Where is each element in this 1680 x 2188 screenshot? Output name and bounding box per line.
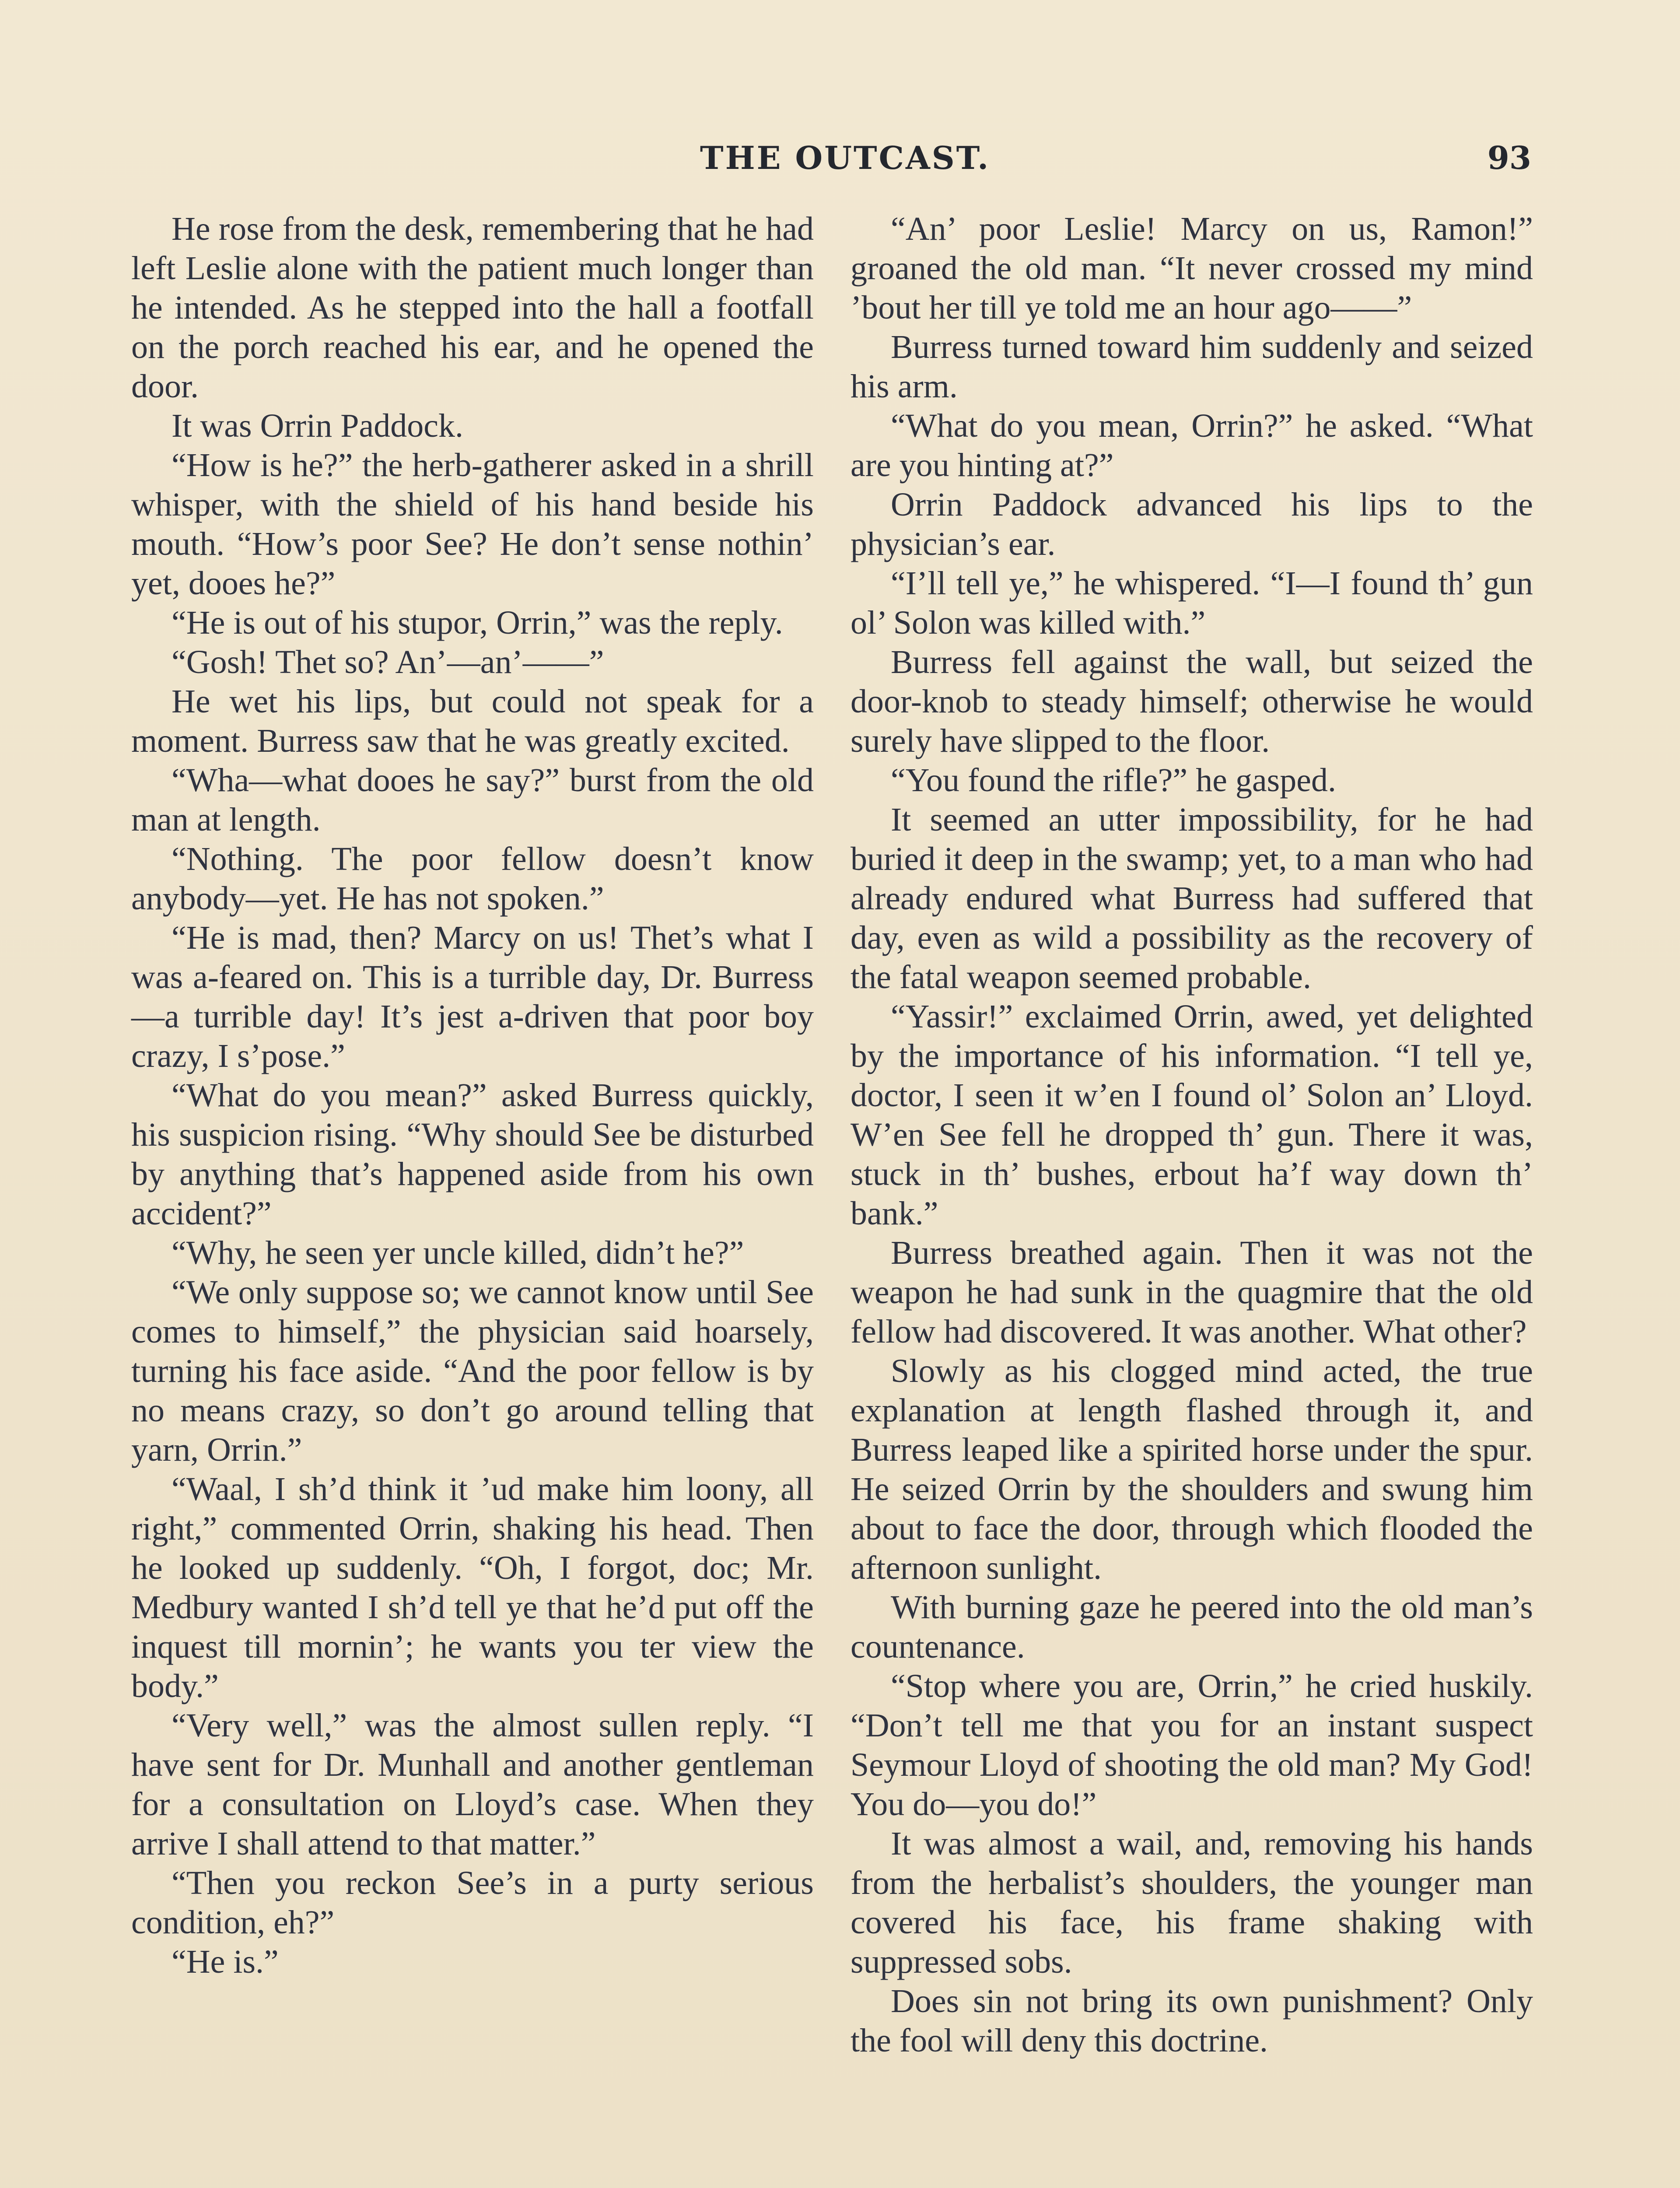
paragraph: It seemed an utter impossibility, for he had buried it deep in the swamp; yet, to a man who had already endured what Burress had suffered that day, even as wild a possibility as the recovery of the fatal weapon seemed probable. xyxy=(850,801,1533,996)
paragraph: “Nothing. The poor fellow doesn’t know anybody—yet. He has not spoken.” xyxy=(131,841,814,917)
paragraph: Slowly as his clogged mind acted, the true explanation at length flashed through it, and Burress leaped like a spirited horse under the spur. He seized Orrin by the shoulders and swung him about to face the door, through which flooded the afternoon sunlight. xyxy=(850,1353,1533,1586)
left-text-column xyxy=(131,209,814,1981)
paragraph: “Waal, I sh’d think it ’ud make him loony, all right,” commented Orrin, shaking his head. Then he looked up suddenly. “Oh, I forgot, doc; Mr. Medbury wanted I sh’d tell ye that he’d put off the inquest till mornin’; he wants you ter view the body.” xyxy=(131,1471,814,1704)
paragraph: “You found the rifle?” he gasped. xyxy=(891,762,1336,799)
paragraph: Burress fell against the wall, but seized the door-knob to steady himself; otherwise he would surely have slipped to the floor. xyxy=(850,644,1533,759)
paragraph: With burning gaze he peered into the old man’s countenance. xyxy=(850,1589,1533,1665)
paragraph: “How is he?” the herb-gatherer asked in a shrill whisper, with the shield of his hand beside his mouth. “How’s poor See? He don’t sense nothin’ yet, dooes he?” xyxy=(131,447,814,602)
paragraph: “I’ll tell ye,” he whispered. “I—I found th’ gun ol’ Solon was killed with.” xyxy=(850,565,1533,641)
running-title: THE OUTCAST. xyxy=(700,139,990,176)
paragraph: Burress turned toward him suddenly and seized his arm. xyxy=(850,329,1533,405)
paragraph: He wet his lips, but could not speak for a moment. Burress saw that he was greatly excited. xyxy=(131,683,814,759)
paragraph: “He is out of his stupor, Orrin,” was the reply. xyxy=(172,604,783,641)
paragraph: “An’ poor Leslie! Marcy on us, Ramon!” groaned the old man. “It never crossed my mind ’bout her till ye told me an hour ago——” xyxy=(850,210,1533,326)
paragraph: “He is.” xyxy=(172,1943,279,1980)
paragraph: Orrin Paddock advanced his lips to the physician’s ear. xyxy=(850,486,1533,562)
paragraph: He rose from the desk, remembering that he had left Leslie alone with the patient much longer than he intended. As he stepped into the hall a footfall on the porch reached his ear, and he opened the door. xyxy=(131,210,814,405)
paragraph: “He is mad, then? Marcy on us! Thet’s what I was a-feared on. This is a turrible day, Dr. Burress—a turrible day! It’s jest a-driven that poor boy crazy, I s’pose.” xyxy=(131,919,814,1074)
paragraph: “We only suppose so; we cannot know until See comes to himself,” the physician said hoarsely, turning his face aside. “And the poor fellow is by no means crazy, so don’t go around telling that yarn, Orrin.” xyxy=(131,1274,814,1468)
paragraph: It was almost a wail, and, removing his hands from the herbalist’s shoulders, the younger man covered his face, his frame shaking with suppressed sobs. xyxy=(850,1825,1533,1980)
paragraph: “Then you reckon See’s in a purty serious condition, eh?” xyxy=(131,1865,814,1941)
paragraph: “Yassir!” exclaimed Orrin, awed, yet delighted by the importance of his information. “I tell ye, doctor, I seen it w’en I found ol’ Solon an’ Lloyd. W’en See fell he dropped th’ gun. There it was, stuck in th’ bushes, erbout ha’f way down th’ bank.” xyxy=(850,998,1533,1232)
paragraph: “Gosh! Thet so? An’—an’——” xyxy=(172,644,604,680)
paragraph: “What do you mean, Orrin?” he asked. “What are you hinting at?” xyxy=(850,407,1533,484)
paragraph: “Stop where you are, Orrin,” he cried huskily. “Don’t tell me that you for an instant suspect Seymour Lloyd of shooting the old man? My God! You do—you do!” xyxy=(850,1668,1533,1823)
paragraph: “What do you mean?” asked Burress quickly, his suspicion rising. “Why should See be disturbed by anything that’s happened aside from his own accident?” xyxy=(131,1077,814,1232)
paragraph: Burress breathed again. Then it was not the weapon he had sunk in the quagmire that the old fellow had discovered. It was another. What other? xyxy=(850,1234,1533,1350)
paragraph: It was Orrin Paddock. xyxy=(172,407,463,444)
paragraph: “Very well,” was the almost sullen reply. “I have sent for Dr. Munhall and another gentleman for a consultation on Lloyd’s case. When they arrive I shall attend to that matter.” xyxy=(131,1707,814,1862)
paragraph: “Wha—what dooes he say?” burst from the old man at length. xyxy=(131,762,814,838)
right-text-column xyxy=(850,209,1533,2060)
page-number: 93 xyxy=(1487,139,1531,176)
paragraph: Does sin not bring its own punishment? Only the fool will deny this doctrine. xyxy=(850,1983,1533,2059)
paragraph: “Why, he seen yer uncle killed, didn’t he?” xyxy=(172,1234,744,1271)
